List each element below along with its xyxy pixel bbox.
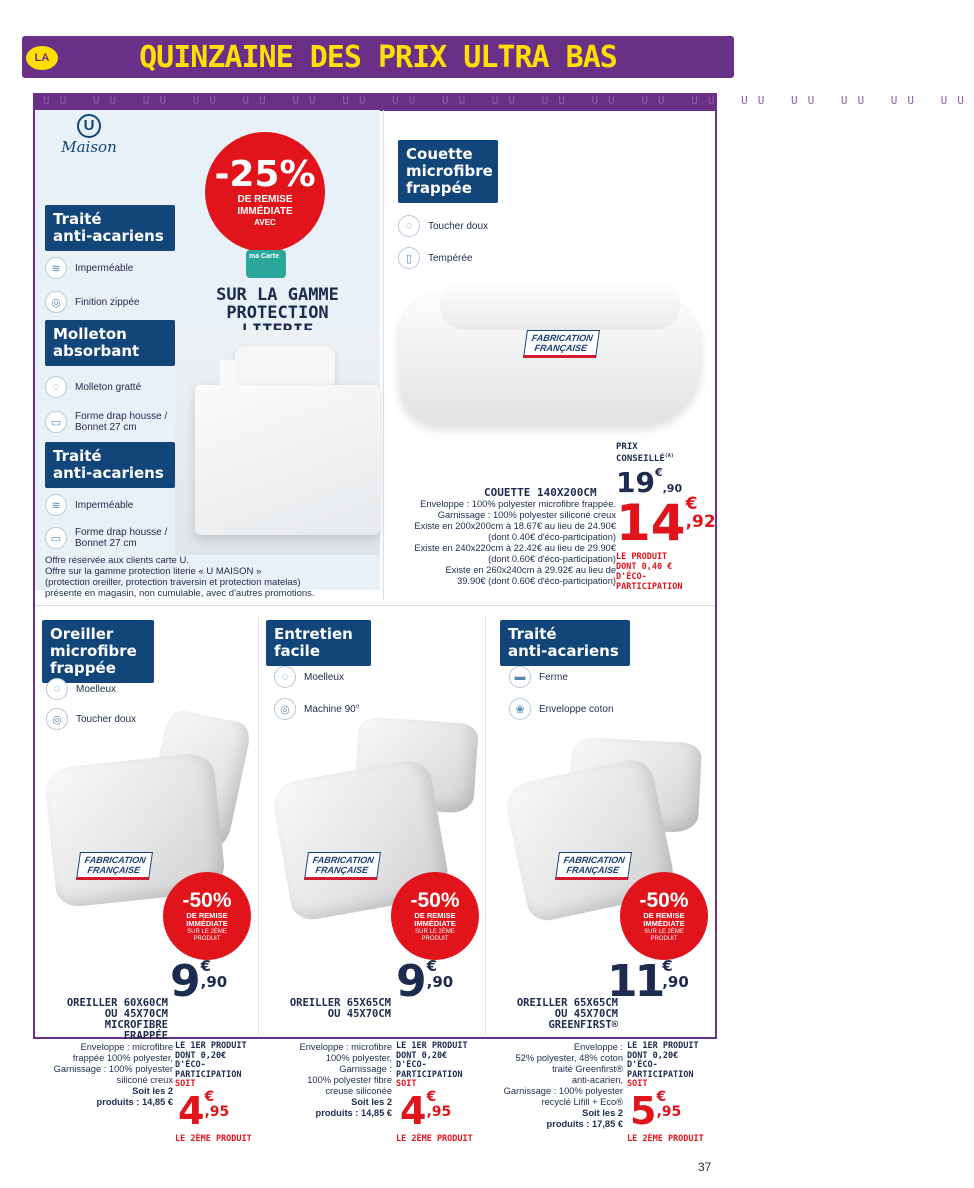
box2-feature2: Forme drap housse / <box>75 411 168 422</box>
couette-desc-line6: (dont 0.60€ d'éco-participation) <box>488 554 616 564</box>
discount-25-badge <box>205 132 325 252</box>
waterproof-icon: ≋ <box>45 257 67 279</box>
p3-le2: LE 2ÈME PRODUIT <box>627 1134 704 1144</box>
p3-name2: OU 45X70CM <box>554 1008 618 1020</box>
p2-desc4: 100% polyester fibre <box>307 1075 392 1085</box>
p1-desc6: produits : 14,85 € <box>96 1097 173 1107</box>
p3-desc4: anti-acarien, <box>571 1075 623 1085</box>
header-title: QUINZAINE DES PRIX ULTRA BAS <box>139 39 617 75</box>
p1-tag1: Oreiller <box>50 625 114 643</box>
p2-fab2: FRANÇAISE <box>314 865 369 875</box>
p3-desc6: recyclé Lifill + Eco® <box>541 1097 623 1107</box>
p2-discount-badge <box>391 872 479 960</box>
cotton-icon: ❀ <box>509 698 531 720</box>
p1-name4: FRAPPÉE <box>123 1030 168 1042</box>
discount-line3: AVEC <box>254 218 276 227</box>
p3-desc1: Enveloppe : <box>573 1042 623 1052</box>
couette-title1: Couette <box>406 145 473 163</box>
box2-feature1: Molleton gratté <box>75 381 142 393</box>
la-badge: LA <box>26 46 58 70</box>
p1-pct: -50% <box>182 888 232 912</box>
p2-price2: 4€ ,95 <box>400 1089 452 1133</box>
p2-description <box>266 1042 392 1119</box>
p1-price1: 9€ ,90 <box>170 956 228 1007</box>
p2-name2: OU 45X70CM <box>327 1008 391 1020</box>
couette-le-produit: LE PRODUIT <box>616 552 668 562</box>
couette-feature1: Toucher doux <box>428 220 489 232</box>
p1-r3: SUR LE 2ÈME <box>187 928 227 935</box>
product-oreiller-microfibre <box>40 620 260 1040</box>
p3-eco2: D'ÉCO- <box>627 1060 658 1070</box>
product-oreiller-greenfirst <box>495 620 715 1040</box>
box3-title1: Traité <box>53 447 102 465</box>
p1-price2: 4€ ,95 <box>178 1089 230 1133</box>
p2-le1: LE 1ER PRODUIT <box>396 1041 468 1051</box>
box3-title2: anti-acariens <box>53 464 164 482</box>
p2-tag1: Entretien <box>274 625 353 643</box>
p3-fab-label <box>555 852 632 880</box>
p2-fab-label <box>304 852 381 880</box>
fitted-sheet-icon: ▭ <box>45 527 67 549</box>
p3-desc5: Garnissage : 100% polyester <box>503 1086 623 1096</box>
p1-r4: PRODUIT <box>193 935 221 942</box>
discount-percent: -25% <box>214 154 316 195</box>
couette-desc-line4: (dont 0.40€ d'éco-participation) <box>488 532 616 542</box>
p3-eco3: PARTICIPATION <box>627 1069 694 1080</box>
p1-fab1: FABRICATION <box>84 855 147 865</box>
offer-conditions <box>45 555 385 599</box>
couette-fab2: FRANÇAISE <box>533 343 588 353</box>
p3-r1: DE REMISE <box>643 910 685 920</box>
p3-r3: SUR LE 2ÈME <box>644 928 684 935</box>
p1-feature2: Toucher doux <box>76 713 137 725</box>
p2-eco2: D'ÉCO- <box>396 1060 427 1070</box>
p1-name <box>48 998 168 1042</box>
p3-price2: 5€ ,95 <box>630 1089 682 1133</box>
couette-tag <box>398 140 498 271</box>
p2-desc1: Enveloppe : microfibre <box>299 1042 392 1052</box>
couette-desc-line3: Existe en 200x200cm à 18.67€ au lieu de 24.90€ <box>414 521 616 531</box>
discount-line2: IMMÉDIATE <box>237 206 293 217</box>
p1-tag3: frappée <box>50 659 116 677</box>
p3-name3: GREENFIRST® <box>548 1019 618 1031</box>
p2-soit: SOIT <box>396 1079 417 1089</box>
headline-line2: PROTECTION <box>226 303 329 323</box>
p1-le1: LE 1ER PRODUIT <box>175 1041 247 1051</box>
p3-le1: LE 1ER PRODUIT <box>627 1041 699 1051</box>
p2-feature2: Machine 90° <box>304 703 360 715</box>
couette-eco2: D'ÉCO- <box>616 572 647 582</box>
divider-horizontal <box>35 605 715 606</box>
p2-eco1: DONT 0,20€ <box>396 1050 448 1061</box>
soft-icon: ◌ <box>46 678 68 700</box>
firm-icon: ▬ <box>509 666 531 688</box>
couette-eco1: DONT 0,40 € <box>616 562 673 572</box>
couette-image <box>400 275 700 435</box>
box1-feature1: Imperméable <box>75 262 134 274</box>
couette-title2: microfibre <box>406 162 493 180</box>
couette-fab1: FABRICATION <box>531 333 594 343</box>
p3-fab1: FABRICATION <box>563 855 626 865</box>
frame-pattern: UU UU UU UU UU UU UU UU UU UU UU UU UU UU UU UU UU UU UU <box>43 94 974 107</box>
p2-name1: OREILLER 65X65CM <box>289 997 391 1009</box>
ma-carte-card: ma Carte <box>246 250 286 278</box>
spacer <box>38 1043 39 1044</box>
p1-fab2: FRANÇAISE <box>86 865 141 875</box>
fleece-icon: ◌ <box>45 376 67 398</box>
p3-fab2: FRANÇAISE <box>565 865 620 875</box>
p3-desc8: produits : 17,85 € <box>546 1119 623 1129</box>
divider-vertical-top <box>383 110 384 600</box>
p3-desc7: Soit les 2 <box>582 1108 623 1118</box>
p1-eco <box>175 1042 247 1090</box>
p2-r2: IMMÉDIATE <box>414 919 456 928</box>
page-number: 37 <box>698 1160 712 1174</box>
p1-desc3: Garnissage : 100% polyester <box>53 1064 173 1074</box>
p2-desc5: creuse siliconée <box>325 1086 392 1096</box>
offer-line1: Offre réservée aux clients carte U. <box>45 555 189 566</box>
box2-feature2b: Bonnet 27 cm <box>75 422 137 433</box>
p2-r3: SUR LE 2ÈME <box>415 928 455 935</box>
u-logo-icon: U <box>77 114 101 138</box>
waterproof-icon: ≋ <box>45 494 67 516</box>
p1-soit: SOIT <box>175 1079 196 1089</box>
p1-r1: DE REMISE <box>186 910 228 920</box>
couette-desc-line8: 39.90€ (dont 0.60€ d'éco-participation) <box>457 576 616 586</box>
washing-machine-icon: ◎ <box>274 698 296 720</box>
fitted-sheet-icon: ▭ <box>45 411 67 433</box>
couette-desc-line7: Existe en 260x240cm à 29.92€ au lieu de <box>445 565 616 575</box>
couette-desc-line2: Garnissage : 100% polyester siliconé creux <box>437 510 616 520</box>
p1-desc4: siliconé creux <box>116 1075 173 1085</box>
feature-box-2 <box>45 320 175 438</box>
p3-tag2: anti-acariens <box>508 642 619 660</box>
p1-eco3: PARTICIPATION <box>175 1069 242 1080</box>
box3-feature2b: Bonnet 27 cm <box>75 538 137 549</box>
box2-title2: absorbant <box>53 342 140 360</box>
p3-r4: PRODUIT <box>650 935 678 942</box>
zipper-icon: ◎ <box>45 291 67 313</box>
p3-description <box>495 1042 623 1130</box>
p1-desc5: Soit les 2 <box>132 1086 173 1096</box>
p3-desc2: 52% polyester, 48% coton <box>515 1053 623 1063</box>
p2-eco3: PARTICIPATION <box>396 1069 463 1080</box>
p3-name1: OREILLER 65X65CM <box>516 997 618 1009</box>
product-oreiller-entretien <box>266 620 486 1040</box>
offer-line4: présente en magasin, non cumulable, avec d'autres promotions. <box>45 588 315 599</box>
headline-line1: SUR LA GAMME <box>216 285 339 305</box>
p2-price1: 9€ ,90 <box>396 956 454 1007</box>
p3-soit: SOIT <box>627 1079 648 1089</box>
couette-description <box>404 499 616 587</box>
box2-title1: Molleton <box>53 325 127 343</box>
p3-discount-badge <box>620 872 708 960</box>
p3-pct: -50% <box>639 888 689 912</box>
feature-box-3 <box>45 442 175 554</box>
p3-tag1: Traité <box>508 625 557 643</box>
soft-touch-icon: ◌ <box>398 215 420 237</box>
p2-desc3: Garnissage : <box>339 1064 392 1074</box>
p1-le2: LE 2ÈME PRODUIT <box>175 1134 252 1144</box>
couette-eco3: PARTICIPATION <box>616 582 683 592</box>
p1-feature1: Moelleux <box>76 683 117 695</box>
p1-eco2: D'ÉCO- <box>175 1060 206 1070</box>
p2-r4: PRODUIT <box>421 935 449 942</box>
couette-eco <box>616 552 683 592</box>
p1-eco1: DONT 0,20€ <box>175 1050 227 1061</box>
couette-price: 14€ ,92 <box>616 494 716 552</box>
p2-fab1: FABRICATION <box>312 855 375 865</box>
p3-price1: 11€ ,90 <box>607 956 689 1007</box>
p2-name <box>266 998 391 1020</box>
box3-feature1: Imperméable <box>75 499 134 511</box>
p1-name2: OU 45X70CM <box>104 1008 168 1020</box>
p2-desc2: 100% polyester, <box>325 1053 392 1063</box>
bedroom-photo <box>175 330 380 555</box>
box1-feature2: Finition zippée <box>75 296 140 308</box>
thermometer-icon: ▯ <box>398 247 420 269</box>
p1-desc1: Enveloppe : microfibre <box>80 1042 173 1052</box>
p1-fab-label <box>76 852 153 880</box>
p3-eco1: DONT 0,20€ <box>627 1050 679 1061</box>
box1-title2: anti-acariens <box>53 227 164 245</box>
p3-name <box>495 998 618 1031</box>
header-banner <box>22 36 734 78</box>
u-maison-logo <box>58 114 120 166</box>
p2-pct: -50% <box>410 888 460 912</box>
couette-desc-line1: Enveloppe : 100% polyester microfibre frappée. <box>420 499 616 509</box>
mattress-protector-image <box>195 385 380 535</box>
p1-r2: IMMÉDIATE <box>186 919 228 928</box>
couette-name: COUETTE 140X200CM <box>484 486 597 499</box>
p2-eco <box>396 1042 468 1090</box>
p3-desc3: traité Greenfirst® <box>552 1064 623 1074</box>
box3-feature2: Forme drap housse / <box>75 527 168 538</box>
maison-label: Maison <box>61 138 117 156</box>
p3-eco <box>627 1042 699 1090</box>
box1-title1: Traité <box>53 210 102 228</box>
soft-icon: ◌ <box>274 666 296 688</box>
p2-desc6: Soit les 2 <box>351 1097 392 1107</box>
p1-tag2: microfibre <box>50 642 137 660</box>
p2-le2: LE 2ÈME PRODUIT <box>396 1134 473 1144</box>
discount-line1: DE REMISE <box>237 194 293 205</box>
offer-line3: (protection oreiller, protection traversin et protection matelas) <box>45 577 301 588</box>
p1-desc2: frappée 100% polyester, <box>72 1053 173 1063</box>
p1-description <box>45 1042 173 1108</box>
prix-conseille-label: PRIX $CONSEILLÉ^{(A)}$ <box>616 442 674 464</box>
couette-old-price: 19€,90 <box>616 466 683 499</box>
p2-feature1: Moelleux <box>304 671 345 683</box>
p3-r2: IMMÉDIATE <box>643 919 685 928</box>
p2-tag2: facile <box>274 642 320 660</box>
couette-fab-label <box>523 330 600 358</box>
soft-touch-icon: ◎ <box>46 708 68 730</box>
p1-name3: MICROFIBRE <box>104 1019 168 1031</box>
couette-title3: frappée <box>406 179 472 197</box>
p1-discount-badge <box>163 872 251 960</box>
p3-feature1: Ferme <box>539 671 568 683</box>
p2-r1: DE REMISE <box>414 910 456 920</box>
p1-name1: OREILLER 60X60CM <box>66 997 168 1009</box>
p3-feature2: Enveloppe coton <box>539 703 614 715</box>
p2-desc7: produits : 14,85 € <box>315 1108 392 1118</box>
couette-feature2: Tempérée <box>428 252 473 264</box>
feature-box-1 <box>45 205 175 315</box>
lamp-image <box>220 360 236 400</box>
offer-line2: Offre sur la gamme protection literie « U MAISON » <box>45 566 262 577</box>
couette-desc-line5: Existe en 240x220cm à 22.42€ au lieu de 29.90€ <box>414 543 616 553</box>
